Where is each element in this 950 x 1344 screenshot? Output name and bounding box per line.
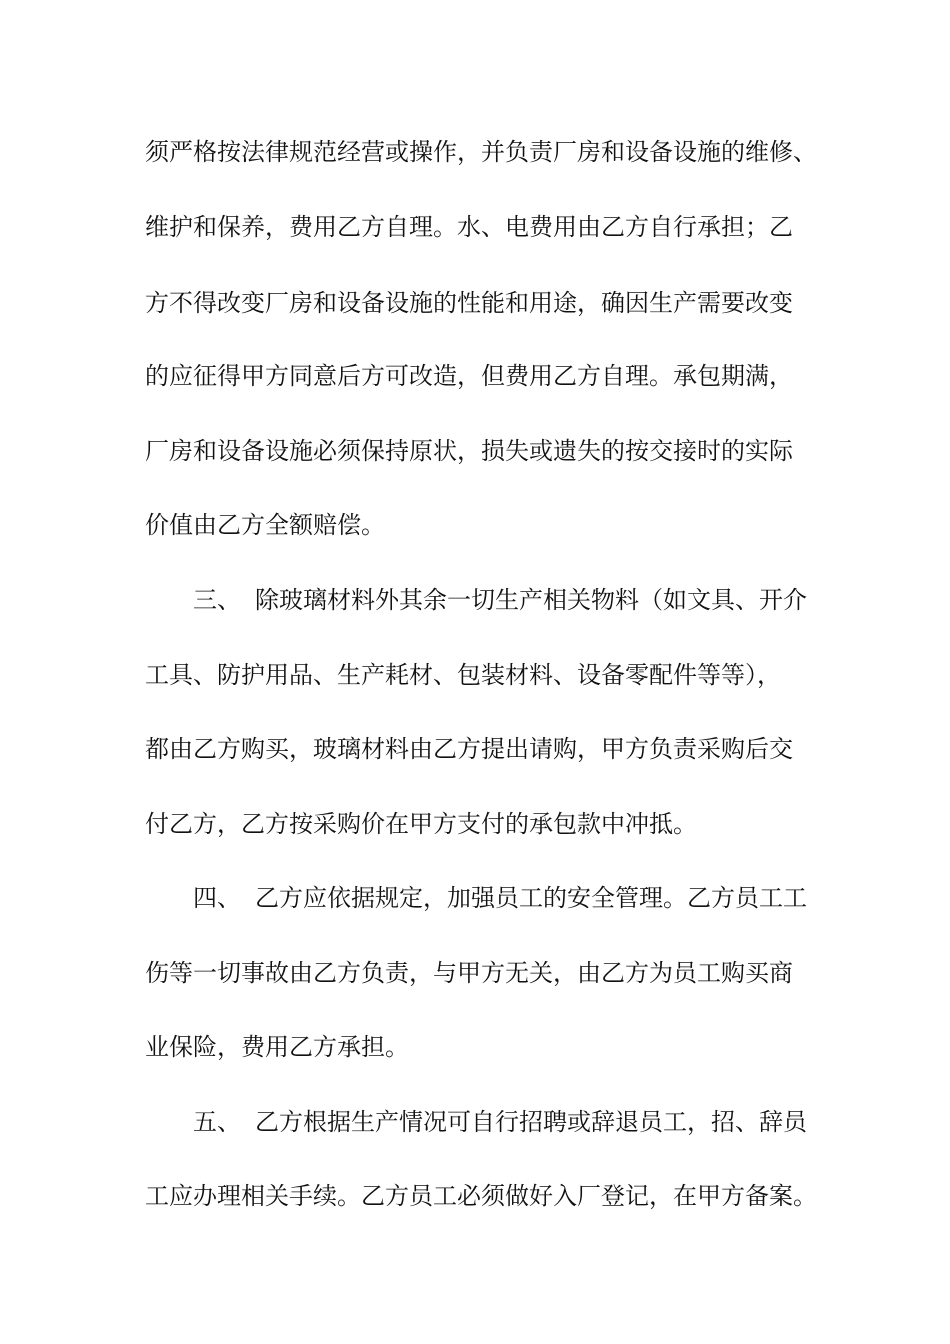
text-line: 维护和保养，费用乙方自理。水、电费用由乙方自行承担；乙 — [145, 213, 793, 241]
text-line: 须严格按法律规范经营或操作，并负责厂房和设备设施的维修、 — [145, 138, 817, 166]
text-line: 方不得改变厂房和设备设施的性能和用途，确因生产需要改变 — [145, 289, 793, 317]
paragraph-five-first-line — [193, 1102, 807, 1142]
text-line: 工具、防护用品、生产耗材、包装材料、设备零配件等等）， — [145, 661, 781, 689]
text-line: 乙方应依据规定，加强员工的安全管理。乙方员工工 — [255, 884, 807, 912]
paragraph-number: 四、 — [193, 884, 241, 912]
text-line: 厂房和设备设施必须保持原状，损失或遗失的按交接时的实际 — [145, 437, 793, 465]
text-line: 的应征得甲方同意后方可改造，但费用乙方自理。承包期满， — [145, 362, 793, 390]
paragraph-number: 五、 — [193, 1108, 241, 1136]
text-line: 乙方根据生产情况可自行招聘或辞退员工，招、辞员 — [255, 1108, 807, 1136]
text-line: 工应办理相关手续。乙方员工必须做好入厂登记，在甲方备案。 — [145, 1182, 817, 1210]
text-line: 都由乙方购买，玻璃材料由乙方提出请购，甲方负责采购后交 — [145, 735, 793, 763]
paragraph-number: 三、 — [193, 586, 241, 614]
paragraph-four-first-line — [193, 878, 807, 918]
paragraph-three-first-line — [193, 580, 807, 620]
text-line: 伤等一切事故由乙方负责，与甲方无关，由乙方为员工购买商 — [145, 959, 793, 987]
text-line: 付乙方，乙方按采购价在甲方支付的承包款中冲抵。 — [145, 810, 697, 838]
text-line: 除玻璃材料外其余一切生产相关物料（如文具、开介 — [255, 586, 807, 614]
text-line: 价值由乙方全额赔偿。 — [145, 511, 385, 539]
text-line: 业保险，费用乙方承担。 — [145, 1033, 409, 1061]
